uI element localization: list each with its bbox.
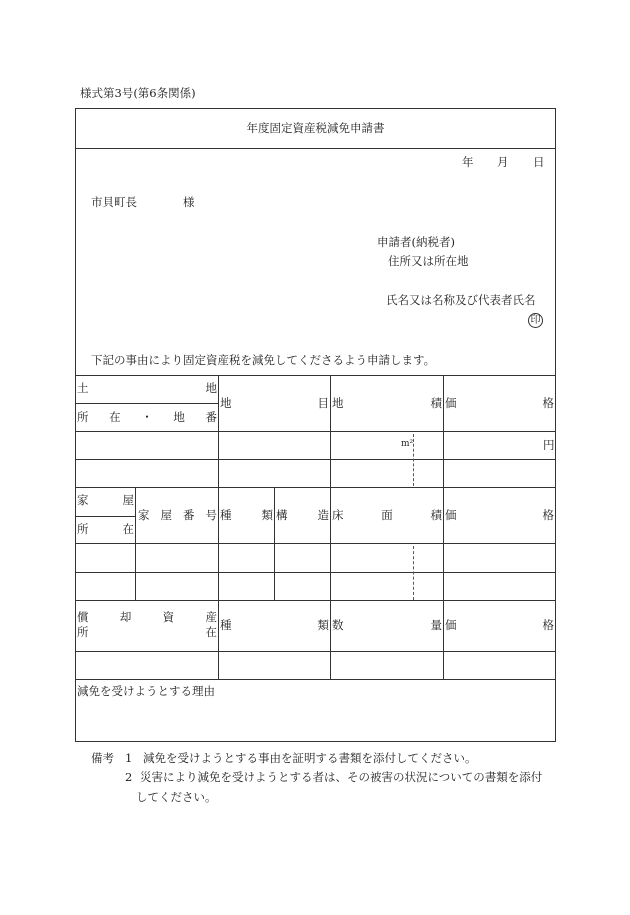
land-col-chimoku: 地 目 (220, 396, 329, 410)
house-col-kind: 種 類 (220, 508, 273, 522)
depreciable-header-bottom: 所 在 (77, 625, 217, 639)
reason-label: 減免を受けようとする理由 (77, 684, 215, 698)
land-header-char-1: 土 (77, 381, 89, 395)
house-col-value: 価 格 (445, 508, 554, 522)
applicant-name-label: 氏名又は名称及び代表者氏名 (386, 293, 536, 307)
house-col-floor-area: 床 面 積 (332, 508, 442, 522)
date-day-label: 日 (533, 155, 545, 169)
house-col-structure: 構 造 (276, 508, 329, 522)
house-header-bottom: 所 在 (77, 522, 134, 536)
form-title: 年度固定資産税減免申請書 (246, 121, 385, 135)
note-2-number: 2 (125, 770, 133, 784)
unit-yen: 円 (543, 438, 555, 452)
note-1-text: 減免を受けようとする事由を証明する書類を添付してください。 (143, 751, 477, 765)
notes-label: 備考 (91, 751, 114, 765)
land-header-bottom: 所 在 ・ 地 番 (77, 410, 217, 424)
land-header-char-2: 地 (205, 381, 217, 395)
seal-mark: 印 (528, 313, 543, 328)
land-header-top (77, 383, 217, 395)
note-1-number: 1 (125, 751, 133, 765)
form-label: 様式第3号(第6条関係) (80, 86, 196, 100)
house-header-top: 家 屋 (77, 493, 134, 507)
request-text: 下記の事由により固定資産税を減免してくださるよう申請します。 (91, 353, 436, 367)
applicant-address-label: 住所又は所在地 (388, 254, 469, 268)
addressee-honorific: 様 (183, 195, 195, 209)
depreciable-col-value: 価 格 (445, 618, 554, 632)
depreciable-header-top: 償 却 資 産 (77, 610, 217, 624)
unit-square-meter: m² (401, 439, 414, 449)
note-2-text-continued: してください。 (136, 790, 217, 804)
house-col-number: 家 屋 番 号 (138, 508, 217, 522)
land-col-value: 価 格 (445, 396, 554, 410)
depreciable-col-quantity: 数 量 (332, 618, 442, 632)
date-year-label: 年 (462, 155, 474, 169)
land-col-area: 地 積 (332, 396, 442, 410)
date-month-label: 月 (497, 155, 509, 169)
applicant-label: 申請者(納税者) (377, 235, 455, 249)
addressee-name: 市貝町長 (91, 195, 137, 209)
depreciable-col-kind: 種 類 (220, 618, 329, 632)
note-2-text: 災害により減免を受けようとする者は、その被害の状況についての書類を添付 (140, 770, 543, 784)
